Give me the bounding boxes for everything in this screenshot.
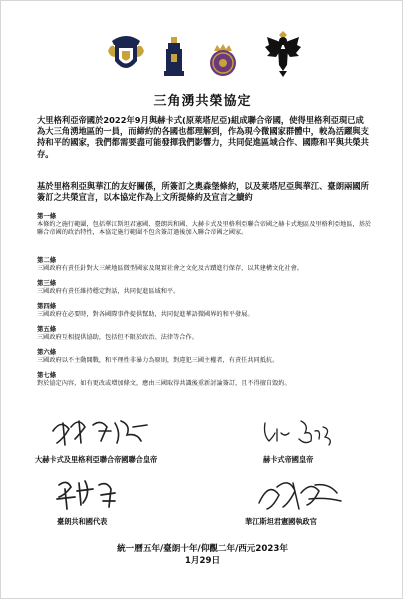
signature-3 (53, 475, 133, 513)
signatory-label: 臺朗共和國代表 (57, 517, 108, 526)
signatory-label: 大赫卡式及里格利亞聯合帝國聯合皇帝 (35, 455, 158, 464)
article-body: 三國政府互相提供協助，包括但不限於政治、法律等合作。 (37, 334, 198, 341)
article-5 (37, 325, 373, 342)
date-line: 統一曆五年/臺朗十年/仰觀二年/西元2023年 (117, 544, 288, 554)
article-body: 三國政府有責任針對大三峽地區微型國家及現實社會之文化及古蹟進行保存，以其建構文化社會。 (37, 265, 304, 272)
signatory-label: 華江斯坦君憲國執政官 (245, 517, 317, 526)
article-1 (37, 212, 373, 237)
intro-paragraph: 大里格利亞帝國於2022年9月與赫卡式(原萊塔尼亞)組成聯合帝國，使得里格利亞現已成為大三角湧地區的一員，而締約的各國也都理解到，作為現今微國家群體中，較為活躍與支持和平的國家，我們都需要盡可能發揮我們影響力，共同促進區域合作、國際和平與共榮共存。 (37, 115, 369, 159)
article-7 (37, 371, 373, 388)
tower-emblem-icon (163, 37, 185, 77)
article-body: 三國政府以不主動開戰，和平理性非暴力為原則，對違犯三國主權者，有責任共同抵抗。 (37, 357, 279, 364)
article-heading: 第五條 (37, 325, 57, 333)
document-title: 三角湧共榮協定 (153, 94, 252, 109)
signatory-label: 赫卡式帝國皇帝 (263, 455, 314, 464)
signature-4 (249, 473, 349, 515)
date-line: 1月29日 (184, 556, 221, 566)
article-heading: 第一條 (37, 212, 57, 220)
article-body: 三國政府有責任維持穩定對話，共同促進區域和平。 (37, 288, 180, 295)
intro-paragraph: 基於里格利亞與華江的友好關係，所簽訂之奧森堡條約，以及萊塔尼亞與華江、臺朗兩國所簽訂之共榮宣言，以本協定作為上文所提條約及宣言之續約 (37, 181, 369, 203)
article-4 (37, 302, 373, 319)
article-3 (37, 279, 373, 296)
article-heading: 第二條 (37, 256, 57, 264)
crowned-seal-icon (206, 43, 240, 77)
article-2 (37, 256, 373, 273)
article-body: 三國政府在必要時，對各國際事件提供幫助，共同促進華語微國界的和平發展。 (37, 311, 254, 318)
signature-2 (259, 415, 339, 449)
eagle-icon (264, 31, 302, 77)
shield-crest-icon (106, 31, 146, 77)
article-6 (37, 348, 373, 365)
article-heading: 第三條 (37, 279, 57, 287)
article-heading: 第六條 (37, 348, 57, 356)
signature-1 (49, 413, 159, 449)
article-body: 本條約之施行範圍，包括華江斯坦君憲國、臺朗共和國、大赫卡式及里格利亞聯合帝國之赫卡式地區及里格利亞地區，基於聯合帝國的政治特性，本協定施行範圍不包含簽訂過後加入聯合帝國之國家。 (37, 221, 372, 237)
emblem-row (1, 31, 403, 83)
article-heading: 第七條 (37, 371, 57, 379)
article-heading: 第四條 (37, 302, 57, 310)
article-body: 對於協定內容，如有更改或增加條文，應由三國取得共識後重新討論簽訂，且不得擅自毀約。 (37, 380, 291, 387)
